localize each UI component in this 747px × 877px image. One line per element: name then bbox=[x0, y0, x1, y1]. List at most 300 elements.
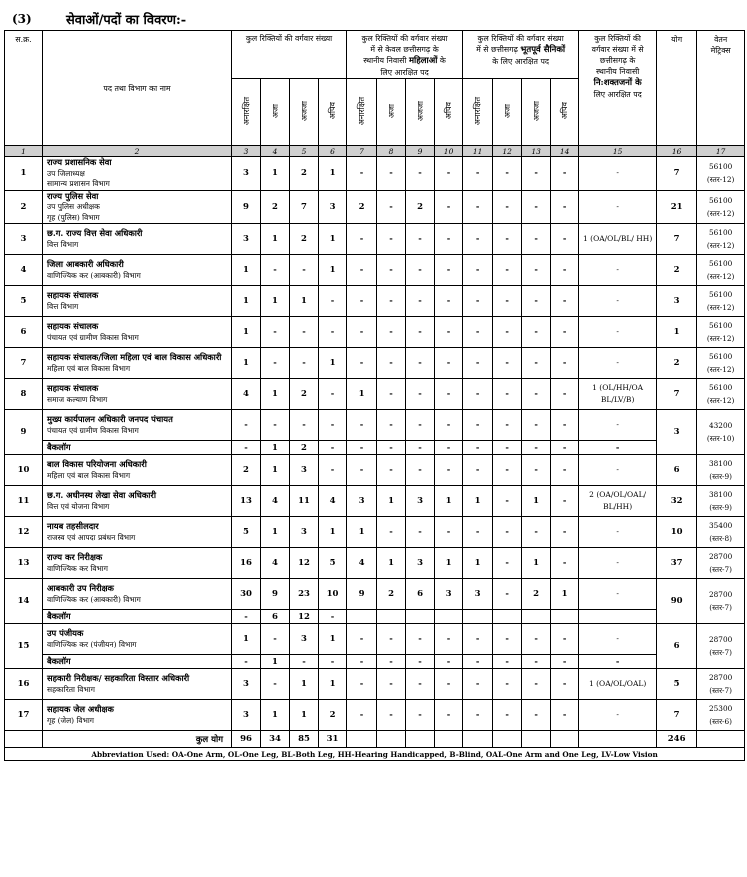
category-label: अपिव bbox=[444, 102, 454, 120]
vacancy-value: - bbox=[377, 410, 406, 441]
yog-value: 3 bbox=[657, 286, 697, 317]
vacancy-value: - bbox=[377, 224, 406, 255]
pay-matrix-value bbox=[697, 455, 745, 486]
vacancy-value: 4 bbox=[261, 486, 290, 517]
header-pay-text: वेतन bbox=[714, 35, 728, 44]
vacancy-value: - bbox=[406, 286, 435, 317]
post-department: वाणिज्यिक कर (आबकारी) विभाग bbox=[47, 270, 141, 280]
vacancy-value: - bbox=[435, 410, 463, 441]
vacancy-value: - bbox=[290, 317, 319, 348]
serial-number: 8 bbox=[5, 379, 43, 410]
vacancy-value: 1 bbox=[347, 517, 377, 548]
vacancy-value: 1 bbox=[232, 317, 261, 348]
vacancy-value: - bbox=[463, 455, 493, 486]
total-yog: 246 bbox=[657, 731, 697, 748]
vacancy-value: - bbox=[493, 669, 522, 700]
vacancy-value: 1 bbox=[261, 286, 290, 317]
vacancy-value: 3 bbox=[463, 579, 493, 610]
vacancy-value: - bbox=[463, 410, 493, 441]
serial-number: 14 bbox=[5, 579, 43, 624]
post-name-cell bbox=[43, 190, 232, 224]
pay-level: (स्तर-12) bbox=[706, 241, 735, 250]
pay-amount: 56100 bbox=[709, 352, 733, 361]
category-label: अजजा bbox=[415, 100, 425, 122]
header-category bbox=[493, 79, 522, 146]
pay-level: (स्तर-12) bbox=[706, 365, 735, 374]
table-row bbox=[5, 669, 745, 700]
vacancy-value: - bbox=[319, 286, 347, 317]
disabled-reserved-value: 1 (OA/OL/BL/ HH) bbox=[579, 224, 657, 255]
header-pay-matrix bbox=[697, 31, 745, 146]
vacancy-value: 23 bbox=[290, 579, 319, 610]
vacancy-value: - bbox=[406, 379, 435, 410]
pay-matrix-value bbox=[697, 517, 745, 548]
vacancy-value: - bbox=[347, 157, 377, 191]
vacancy-value: 3 bbox=[232, 224, 261, 255]
serial-number: 4 bbox=[5, 255, 43, 286]
vacancy-value: - bbox=[261, 624, 290, 655]
backlog-value: 12 bbox=[290, 610, 319, 624]
vacancy-value: - bbox=[377, 348, 406, 379]
post-department: पंचायत एवं ग्रामीण विकास विभाग bbox=[47, 425, 139, 435]
vacancy-value: 5 bbox=[319, 548, 347, 579]
post-title: मुख्य कार्यपालन अधिकारी जनपद पंचायत bbox=[47, 414, 173, 424]
vacancy-value: 11 bbox=[290, 486, 319, 517]
post-title: छ.ग. राज्य वित्त सेवा अधिकारी bbox=[47, 228, 143, 238]
vacancy-value: 2 bbox=[522, 579, 551, 610]
backlog-value: - bbox=[406, 655, 435, 669]
header-women-reserved-text: में से केवल छत्तीसगढ़ के bbox=[370, 45, 439, 54]
vacancy-value: - bbox=[435, 455, 463, 486]
backlog-value: 1 bbox=[261, 655, 290, 669]
header-category bbox=[290, 79, 319, 146]
category-label: अजा bbox=[386, 103, 396, 119]
post-department: वित्त एवं योजना विभाग bbox=[47, 501, 110, 511]
vacancy-value: - bbox=[493, 379, 522, 410]
vacancy-value: - bbox=[377, 190, 406, 224]
disabled-reserved-value: - bbox=[579, 517, 657, 548]
header-ex-servicemen-text: भूतपूर्व सैनिकों bbox=[520, 45, 566, 55]
disabled-reserved-value: 1 (OL/HH/OA BL/LV/B) bbox=[579, 379, 657, 410]
post-department: गृह (पुलिस) विभाग bbox=[47, 212, 100, 222]
table-row bbox=[5, 624, 745, 655]
vacancy-value: - bbox=[463, 317, 493, 348]
pay-level: (स्तर-9) bbox=[709, 472, 733, 481]
section-number: (3) bbox=[12, 12, 32, 26]
yog-value: 5 bbox=[657, 669, 697, 700]
yog-value: 10 bbox=[657, 517, 697, 548]
vacancy-value: 1 bbox=[232, 348, 261, 379]
vacancy-value: - bbox=[406, 255, 435, 286]
post-name-cell bbox=[43, 157, 232, 191]
vacancy-value: 3 bbox=[319, 190, 347, 224]
vacancy-value: 3 bbox=[232, 700, 261, 731]
backlog-row bbox=[5, 441, 745, 455]
column-number: 1 bbox=[5, 146, 43, 157]
backlog-value: 6 bbox=[261, 610, 290, 624]
pay-matrix-value bbox=[697, 700, 745, 731]
vacancy-value: 2 bbox=[290, 379, 319, 410]
serial-number: 9 bbox=[5, 410, 43, 455]
header-disabled-text: वर्गवार संख्या में से bbox=[591, 45, 644, 54]
disabled-reserved-value: 2 (OA/OL/OAL/ BL/HH) bbox=[579, 486, 657, 517]
vacancy-value: - bbox=[463, 700, 493, 731]
vacancy-value: 1 bbox=[319, 669, 347, 700]
post-name-cell bbox=[43, 700, 232, 731]
category-label: अनारक्षित bbox=[357, 96, 367, 126]
abbreviation-row bbox=[5, 748, 745, 761]
backlog-disabled-value: - bbox=[579, 441, 657, 455]
vacancy-value: 2 bbox=[290, 157, 319, 191]
post-department: सामान्य प्रशासन विभाग bbox=[47, 179, 110, 188]
total-blank bbox=[406, 731, 435, 748]
pay-level: (स्तर-12) bbox=[706, 334, 735, 343]
header-category bbox=[347, 79, 377, 146]
vacancy-value: - bbox=[406, 669, 435, 700]
vacancy-value: - bbox=[522, 317, 551, 348]
pay-level: (स्तर-7) bbox=[709, 686, 733, 695]
pay-level: (स्तर-7) bbox=[709, 565, 733, 574]
vacancy-value: 1 bbox=[377, 548, 406, 579]
disabled-reserved-value: 1 (OA/OL/OAL) bbox=[579, 669, 657, 700]
serial-number: 6 bbox=[5, 317, 43, 348]
serial-number: 15 bbox=[5, 624, 43, 669]
header-ex-servicemen-text: में से छत्तीसगढ़ bbox=[476, 45, 521, 54]
vacancy-value: - bbox=[377, 379, 406, 410]
backlog-value: - bbox=[463, 655, 493, 669]
table-row bbox=[5, 548, 745, 579]
vacancy-value: - bbox=[406, 157, 435, 191]
post-department: महिला एवं बाल विकास विभाग bbox=[47, 470, 131, 480]
section-title: सेवाओं/पदों का विवरण:- bbox=[66, 13, 187, 28]
column-number: 17 bbox=[697, 146, 745, 157]
post-name-cell bbox=[43, 517, 232, 548]
total-blank bbox=[551, 731, 579, 748]
vacancy-value: 1 bbox=[319, 624, 347, 655]
vacancy-value: - bbox=[261, 255, 290, 286]
pay-amount: 38100 bbox=[709, 459, 733, 468]
yog-value: 7 bbox=[657, 157, 697, 191]
serial-number: 16 bbox=[5, 669, 43, 700]
vacancy-value: 3 bbox=[290, 624, 319, 655]
post-department: वित्त विभाग bbox=[47, 239, 79, 249]
pay-matrix-value bbox=[697, 579, 745, 624]
total-blank bbox=[463, 731, 493, 748]
vacancy-value: - bbox=[377, 517, 406, 548]
backlog-value bbox=[377, 610, 406, 624]
table-row bbox=[5, 379, 745, 410]
pay-matrix-value bbox=[697, 286, 745, 317]
column-number: 8 bbox=[377, 146, 406, 157]
vacancy-value: - bbox=[493, 224, 522, 255]
vacancy-value: - bbox=[522, 348, 551, 379]
vacancy-value: - bbox=[435, 624, 463, 655]
post-name-cell bbox=[43, 669, 232, 700]
vacancy-value: 3 bbox=[406, 548, 435, 579]
vacancy-value: - bbox=[493, 157, 522, 191]
total-blank bbox=[579, 731, 657, 748]
vacancy-value: - bbox=[377, 157, 406, 191]
pay-level: (स्तर-12) bbox=[706, 208, 735, 218]
backlog-value: - bbox=[232, 441, 261, 455]
pay-amount: 35400 bbox=[709, 521, 733, 530]
vacancy-value: 2 bbox=[319, 700, 347, 731]
vacancy-value: - bbox=[261, 348, 290, 379]
vacancy-value: 2 bbox=[406, 190, 435, 224]
yog-value: 2 bbox=[657, 348, 697, 379]
backlog-value: - bbox=[232, 655, 261, 669]
pay-level: (स्तर-8) bbox=[709, 534, 733, 543]
vacancy-value: 2 bbox=[347, 190, 377, 224]
pay-level: (स्तर-12) bbox=[706, 303, 735, 312]
vacancy-value: 1 bbox=[261, 517, 290, 548]
vacancy-value: 1 bbox=[435, 486, 463, 517]
vacancy-value: - bbox=[522, 255, 551, 286]
pay-amount: 28700 bbox=[709, 635, 733, 644]
backlog-value: - bbox=[463, 441, 493, 455]
column-number: 7 bbox=[347, 146, 377, 157]
vacancy-value: 1 bbox=[522, 486, 551, 517]
vacancy-value: 9 bbox=[261, 579, 290, 610]
vacancy-value: 3 bbox=[435, 579, 463, 610]
post-title: सहायक संचालक/जिला महिला एवं बाल विकास अधिकारी bbox=[47, 352, 222, 362]
header-pay-text: मेट्रिक्स bbox=[710, 46, 731, 55]
header-category bbox=[435, 79, 463, 146]
yog-value: 3 bbox=[657, 410, 697, 455]
column-number: 12 bbox=[493, 146, 522, 157]
pay-matrix-value bbox=[697, 190, 745, 224]
pay-matrix-value bbox=[697, 669, 745, 700]
header-total-vacancies bbox=[232, 31, 347, 79]
post-title: राज्य कर निरीक्षक bbox=[47, 552, 103, 562]
category-label: अजजा bbox=[299, 100, 309, 122]
vacancy-value: 3 bbox=[232, 157, 261, 191]
vacancy-value: - bbox=[463, 224, 493, 255]
vacancy-value: 1 bbox=[319, 224, 347, 255]
vacancy-value: - bbox=[347, 700, 377, 731]
vacancy-value: - bbox=[522, 410, 551, 441]
disabled-reserved-value: - bbox=[579, 348, 657, 379]
vacancy-value: - bbox=[493, 348, 522, 379]
backlog-value bbox=[463, 610, 493, 624]
total-row bbox=[5, 731, 745, 748]
disabled-reserved-value: - bbox=[579, 410, 657, 441]
vacancy-value: - bbox=[522, 379, 551, 410]
vacancy-value: - bbox=[463, 669, 493, 700]
table-row bbox=[5, 517, 745, 548]
header-ex-servicemen bbox=[463, 31, 579, 79]
backlog-value: - bbox=[493, 441, 522, 455]
backlog-disabled-value: - bbox=[579, 655, 657, 669]
vacancy-value: - bbox=[435, 517, 463, 548]
disabled-reserved-value: - bbox=[579, 455, 657, 486]
vacancy-value: - bbox=[290, 348, 319, 379]
post-name-cell bbox=[43, 255, 232, 286]
table-row bbox=[5, 190, 745, 224]
post-title: बाल विकास परियोजना अधिकारी bbox=[47, 459, 147, 469]
vacancy-value: - bbox=[406, 455, 435, 486]
post-department: वाणिज्यिक कर (पंजीयन) विभाग bbox=[47, 639, 137, 649]
header-disabled-text: लिए आरक्षित पद bbox=[593, 90, 642, 99]
vacancy-value: - bbox=[463, 348, 493, 379]
post-title: सहकारी निरीक्षक/ सहकारिता विस्तार अधिकारी bbox=[47, 673, 190, 683]
pay-matrix-value bbox=[697, 410, 745, 455]
vacancy-value: - bbox=[377, 255, 406, 286]
post-department: वाणिज्यिक कर विभाग bbox=[47, 563, 108, 573]
header-women-reserved-text: कुल रिक्तियों की वर्गवार संख्या bbox=[361, 34, 448, 43]
pay-amount: 28700 bbox=[709, 552, 733, 561]
vacancy-value: 1 bbox=[347, 379, 377, 410]
header-category bbox=[406, 79, 435, 146]
pay-amount: 28700 bbox=[709, 673, 733, 682]
vacancy-value: - bbox=[347, 455, 377, 486]
backlog-value: 2 bbox=[290, 441, 319, 455]
backlog-label: बैकलॉग bbox=[47, 441, 71, 452]
vacancy-value: - bbox=[551, 379, 579, 410]
vacancy-value: - bbox=[522, 224, 551, 255]
vacancy-value: 1 bbox=[261, 379, 290, 410]
post-department: वाणिज्यिक कर (आबकारी) विभाग bbox=[47, 594, 141, 604]
total-blank bbox=[522, 731, 551, 748]
vacancy-value: - bbox=[347, 255, 377, 286]
backlog-value: - bbox=[522, 655, 551, 669]
abbreviation-note: Abbreviation Used: OA-One Arm, OL-One Leg, BL-Both Leg, HH-Hearing Handicapped, B-Blind, OAL-One Arm and One Leg, LV-Low Vision bbox=[5, 748, 745, 761]
post-department: पंचायत एवं ग्रामीण विकास विभाग bbox=[47, 332, 139, 342]
header-total-vacancies-text: कुल रिक्तियों की वर्गवार संख्या bbox=[245, 34, 333, 43]
header-women-reserved-text: के bbox=[437, 56, 446, 65]
vacancy-value: - bbox=[551, 455, 579, 486]
vacancy-value: - bbox=[522, 624, 551, 655]
header-women-reserved-text: स्थानीय निवासी bbox=[363, 56, 409, 65]
vacancy-value: - bbox=[551, 700, 579, 731]
backlog-value: - bbox=[319, 441, 347, 455]
vacancy-value: - bbox=[406, 317, 435, 348]
post-name-cell bbox=[43, 486, 232, 517]
yog-value: 37 bbox=[657, 548, 697, 579]
backlog-label: बैकलॉग bbox=[47, 655, 71, 666]
vacancy-value: 1 bbox=[261, 157, 290, 191]
backlog-value: - bbox=[493, 655, 522, 669]
header-ex-servicemen-text: कुल रिक्तियों की वर्गवार संख्या bbox=[477, 34, 564, 43]
backlog-value: - bbox=[347, 655, 377, 669]
vacancy-value: - bbox=[435, 190, 463, 224]
vacancy-value: 4 bbox=[347, 548, 377, 579]
vacancy-value: 1 bbox=[377, 486, 406, 517]
vacancy-value: - bbox=[290, 410, 319, 441]
table-row bbox=[5, 317, 745, 348]
table-row bbox=[5, 486, 745, 517]
backlog-label-cell bbox=[43, 655, 232, 669]
vacancy-value: - bbox=[406, 517, 435, 548]
vacancy-value: 1 bbox=[232, 286, 261, 317]
vacancy-value: - bbox=[493, 286, 522, 317]
pay-matrix-value bbox=[697, 348, 745, 379]
column-number: 9 bbox=[406, 146, 435, 157]
backlog-row bbox=[5, 655, 745, 669]
backlog-value: - bbox=[319, 655, 347, 669]
category-label: अजा bbox=[502, 103, 512, 119]
vacancy-value: - bbox=[232, 410, 261, 441]
vacancy-value: - bbox=[406, 410, 435, 441]
disabled-reserved-value: - bbox=[579, 286, 657, 317]
vacancy-value: - bbox=[551, 517, 579, 548]
pay-level: (स्तर-9) bbox=[709, 503, 733, 512]
vacancy-value: 2 bbox=[261, 190, 290, 224]
header-disabled-text: स्थानीय निवासी bbox=[596, 67, 640, 76]
vacancy-value: - bbox=[463, 190, 493, 224]
vacancy-value: - bbox=[551, 224, 579, 255]
vacancy-value: 10 bbox=[319, 579, 347, 610]
vacancy-value: - bbox=[493, 700, 522, 731]
vacancy-value: - bbox=[290, 255, 319, 286]
post-name-cell bbox=[43, 455, 232, 486]
disabled-reserved-value: - bbox=[579, 624, 657, 655]
pay-amount: 56100 bbox=[709, 259, 733, 268]
backlog-value: - bbox=[377, 655, 406, 669]
vacancy-value: - bbox=[463, 379, 493, 410]
backlog-value: - bbox=[232, 610, 261, 624]
header-category bbox=[377, 79, 406, 146]
vacancy-value: 3 bbox=[290, 517, 319, 548]
backlog-value: - bbox=[522, 441, 551, 455]
serial-number: 13 bbox=[5, 548, 43, 579]
backlog-value bbox=[435, 610, 463, 624]
pay-matrix-value bbox=[697, 548, 745, 579]
vacancy-value: - bbox=[522, 190, 551, 224]
vacancy-value: 1 bbox=[319, 348, 347, 379]
vacancy-value: - bbox=[347, 224, 377, 255]
post-title: छ.ग. अधीनस्थ लेखा सेवा अधिकारी bbox=[47, 490, 156, 500]
post-department: राजस्व एवं आपदा प्रबंधन विभाग bbox=[47, 532, 136, 542]
category-label: अजा bbox=[270, 103, 280, 119]
post-title: आबकारी उप निरीक्षक bbox=[47, 583, 114, 593]
post-title: नायब तहसीलदार bbox=[47, 521, 99, 531]
post-name-cell bbox=[43, 579, 232, 610]
pay-level: (स्तर-7) bbox=[709, 648, 733, 657]
pay-matrix-value bbox=[697, 379, 745, 410]
vacancy-value: - bbox=[319, 455, 347, 486]
total-label: कुल योग bbox=[43, 731, 232, 748]
vacancy-value: - bbox=[347, 286, 377, 317]
disabled-reserved-value: - bbox=[579, 255, 657, 286]
vacancy-value: - bbox=[493, 579, 522, 610]
vacancy-value: - bbox=[435, 224, 463, 255]
vacancy-value: - bbox=[463, 157, 493, 191]
vacancy-value: - bbox=[377, 624, 406, 655]
backlog-value bbox=[347, 610, 377, 624]
vacancy-value: 3 bbox=[406, 486, 435, 517]
backlog-value: - bbox=[406, 441, 435, 455]
total-value: 34 bbox=[261, 731, 290, 748]
vacancy-value: - bbox=[347, 317, 377, 348]
table-row bbox=[5, 700, 745, 731]
vacancy-value: 2 bbox=[232, 455, 261, 486]
vacancy-value: - bbox=[463, 517, 493, 548]
vacancy-value: - bbox=[493, 486, 522, 517]
column-number: 11 bbox=[463, 146, 493, 157]
backlog-value: - bbox=[551, 655, 579, 669]
backlog-value: 1 bbox=[261, 441, 290, 455]
yog-value: 6 bbox=[657, 624, 697, 669]
post-title: जिला आबकारी अधिकारी bbox=[47, 259, 124, 269]
backlog-value: - bbox=[435, 441, 463, 455]
post-title: सहायक संचालक bbox=[47, 290, 99, 300]
header-disabled-reserved bbox=[579, 31, 657, 146]
vacancy-value: 1 bbox=[290, 286, 319, 317]
pay-amount: 56100 bbox=[709, 383, 733, 392]
backlog-value: - bbox=[347, 441, 377, 455]
yog-value: 7 bbox=[657, 224, 697, 255]
